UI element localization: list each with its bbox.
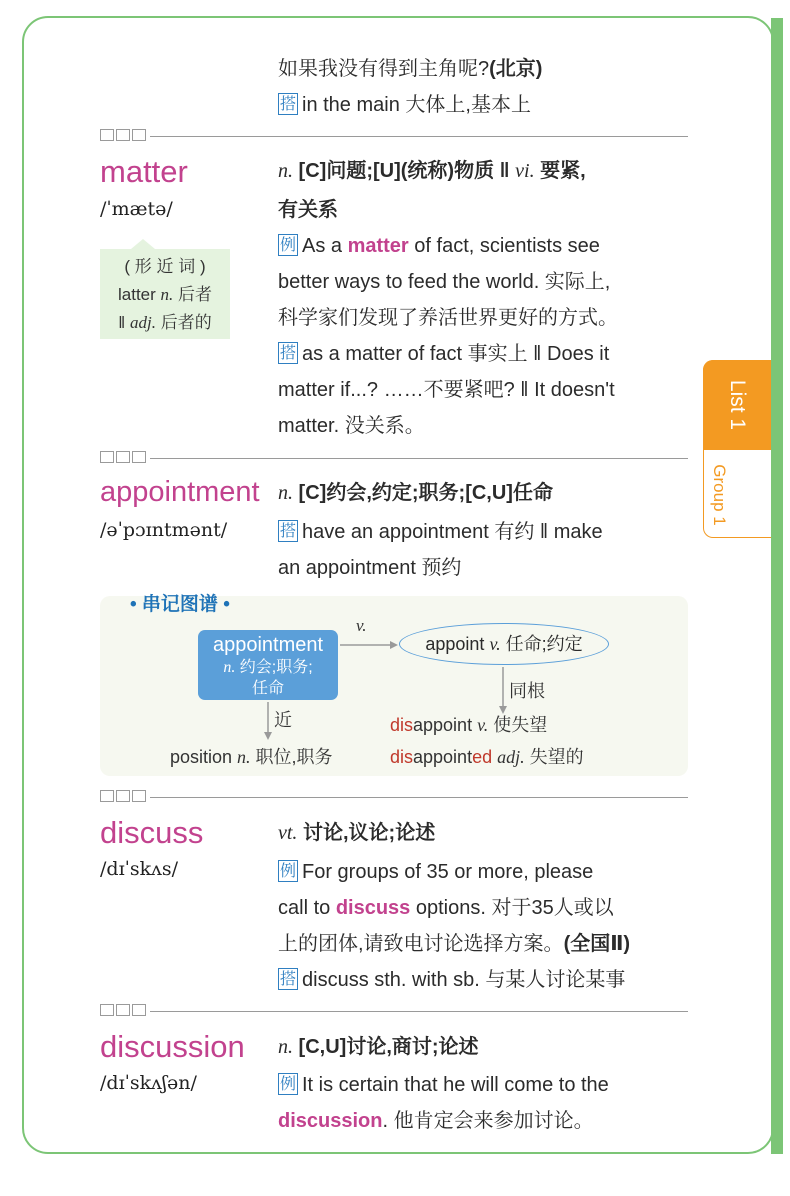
- matter-example-line2: better ways to feed the world. 实际上,: [278, 271, 611, 293]
- example-text: of fact, scientists see: [408, 235, 600, 257]
- disappoint-line: [390, 711, 547, 737]
- discuss-example-line1: [278, 857, 593, 887]
- headword-appointment: appointment: [100, 476, 260, 508]
- word-stem: position: [170, 747, 238, 767]
- pos-label: vi.: [515, 160, 535, 182]
- headword-discussion: discussion: [100, 1029, 245, 1064]
- example-text: It is certain that he will come to the: [302, 1074, 609, 1096]
- ipa-appointment: /əˈpɔɪntmənt/: [100, 519, 228, 541]
- checkbox-icon[interactable]: [100, 790, 114, 802]
- top-example-text: 如果我没有得到主角呢?: [278, 58, 490, 80]
- top-phrase-text: in the main 大体上,基本上: [302, 94, 531, 116]
- matter-example-line3: 科学家们发现了养活世界更好的方式。: [278, 307, 618, 329]
- example-text: As a: [302, 235, 348, 257]
- prefix: dis: [390, 715, 414, 735]
- discussion-example-line1: [278, 1070, 609, 1100]
- similar-word: latter: [117, 285, 161, 304]
- word-def: 使失望: [488, 715, 548, 735]
- pos-label: n.: [160, 285, 174, 304]
- phrase-tag-icon: 搭: [278, 342, 298, 364]
- tab-list-label: List 1: [726, 379, 749, 431]
- discussion-definition: [278, 1032, 479, 1062]
- similar-def: 后者的: [156, 313, 212, 332]
- separator: ‖: [118, 313, 131, 332]
- example-text: . 他肯定会来参加讨论。: [382, 1110, 594, 1132]
- discussion-example-line2: [278, 1106, 594, 1136]
- word-stem: appoint: [413, 715, 478, 735]
- pos-label: adj.: [130, 313, 156, 332]
- similar-def: 后者: [173, 285, 212, 304]
- definition-text: [C]约会,约定;职务;[C,U]任命: [293, 482, 553, 504]
- definition-text: 要紧,: [534, 160, 586, 182]
- example-text: 上的团体,请致电讨论选择方案。: [278, 933, 564, 955]
- headword-discuss: discuss: [100, 815, 204, 850]
- ipa-discuss: /dɪˈskʌs/: [100, 858, 179, 880]
- phrase-text: have an appointment 有约 ‖ make: [302, 521, 603, 543]
- phrase-tag-icon: 搭: [278, 968, 298, 990]
- position-line: [170, 743, 333, 769]
- pos-label: n.: [278, 1036, 293, 1058]
- same-root-label: 同根: [509, 681, 545, 701]
- center-def-line2: 任命: [251, 680, 284, 697]
- example-tag-icon: 例: [278, 1073, 298, 1095]
- word-stem: appoint: [413, 747, 473, 767]
- oval-def: 任命;约定: [500, 634, 583, 654]
- oval-word: appoint: [425, 634, 490, 654]
- definition-text: [C]问题;[U](统称)物质 ‖: [293, 160, 516, 182]
- pos-label: n.: [237, 747, 251, 767]
- matter-phrase-line2: matter if...? ……不要紧吧? ‖ It doesn't: [278, 379, 615, 401]
- example-tag-icon: 例: [278, 234, 298, 256]
- ipa-discussion: /dɪˈskʌʃən/: [100, 1072, 197, 1094]
- suffix: ed: [472, 747, 493, 767]
- matter-phrase-line3: matter. 没关系。: [278, 415, 425, 437]
- word-def: 失望的: [524, 747, 584, 767]
- phrase-tag-icon: 搭: [278, 93, 298, 115]
- checkbox-icon[interactable]: [132, 1004, 146, 1016]
- word-def: 职位,职务: [250, 747, 333, 767]
- pos-label: v.: [489, 634, 501, 654]
- similar-words-title: ( 形 近 词 ): [124, 257, 206, 276]
- word-map-title: • 串记图谱 •: [130, 594, 230, 615]
- phrase-tag-icon: 搭: [278, 520, 298, 542]
- checkbox-icon[interactable]: [116, 1004, 130, 1016]
- example-source: (全国Ⅱ): [563, 933, 631, 955]
- example-highlight: discussion: [278, 1110, 383, 1132]
- pos-label: n.: [278, 482, 293, 504]
- tab-group-label: Group 1: [710, 464, 729, 526]
- arrowhead-icon: [264, 732, 272, 740]
- ipa-matter: /ˈmætə/: [100, 198, 173, 220]
- checkbox-icon[interactable]: [116, 790, 130, 802]
- arrowhead-icon: [390, 641, 398, 649]
- discuss-definition: [278, 818, 435, 848]
- example-highlight: matter: [347, 235, 409, 257]
- example-text: call to: [278, 897, 336, 919]
- phrase-text: discuss sth. with sb. 与某人讨论某事: [302, 969, 626, 991]
- example-highlight: discuss: [335, 897, 411, 919]
- arrow-v-label: v.: [356, 616, 367, 635]
- prefix: dis: [390, 747, 414, 767]
- example-text: options. 对于35人或以: [410, 897, 614, 919]
- example-tag-icon: 例: [278, 860, 298, 882]
- pos-label: vt.: [278, 822, 298, 844]
- definition-text: 讨论,议论;论述: [297, 822, 436, 844]
- discuss-example-line3: [278, 929, 630, 959]
- discuss-example-line2: [278, 893, 614, 923]
- near-label: 近: [274, 710, 292, 730]
- discuss-phrase-line1: [278, 965, 625, 995]
- entry-divider: [100, 790, 688, 804]
- phrase-text: as a matter of fact 事实上 ‖ Does it: [302, 343, 610, 365]
- matter-definition-line2: 有关系: [278, 199, 338, 221]
- top-example-source: (北京): [489, 58, 543, 80]
- pos-label: v.: [477, 715, 489, 735]
- center-word: appointment: [212, 634, 324, 656]
- disappointed-line: [390, 743, 584, 769]
- checkbox-icon[interactable]: [100, 1004, 114, 1016]
- example-text: For groups of 35 or more, please: [302, 861, 594, 883]
- word-map-appoint-node: [399, 623, 609, 665]
- pos-label: adj.: [497, 747, 525, 767]
- center-def: 约会;职务;: [235, 659, 313, 676]
- entry-divider: [100, 1004, 688, 1018]
- pos-label: n.: [278, 160, 293, 182]
- headword-matter: matter: [100, 154, 188, 189]
- definition-text: [C,U]讨论,商讨;论述: [293, 1036, 479, 1058]
- appointment-phrase-line2: an appointment 预约: [278, 557, 462, 579]
- pos-label: n.: [223, 659, 236, 676]
- checkbox-icon[interactable]: [132, 790, 146, 802]
